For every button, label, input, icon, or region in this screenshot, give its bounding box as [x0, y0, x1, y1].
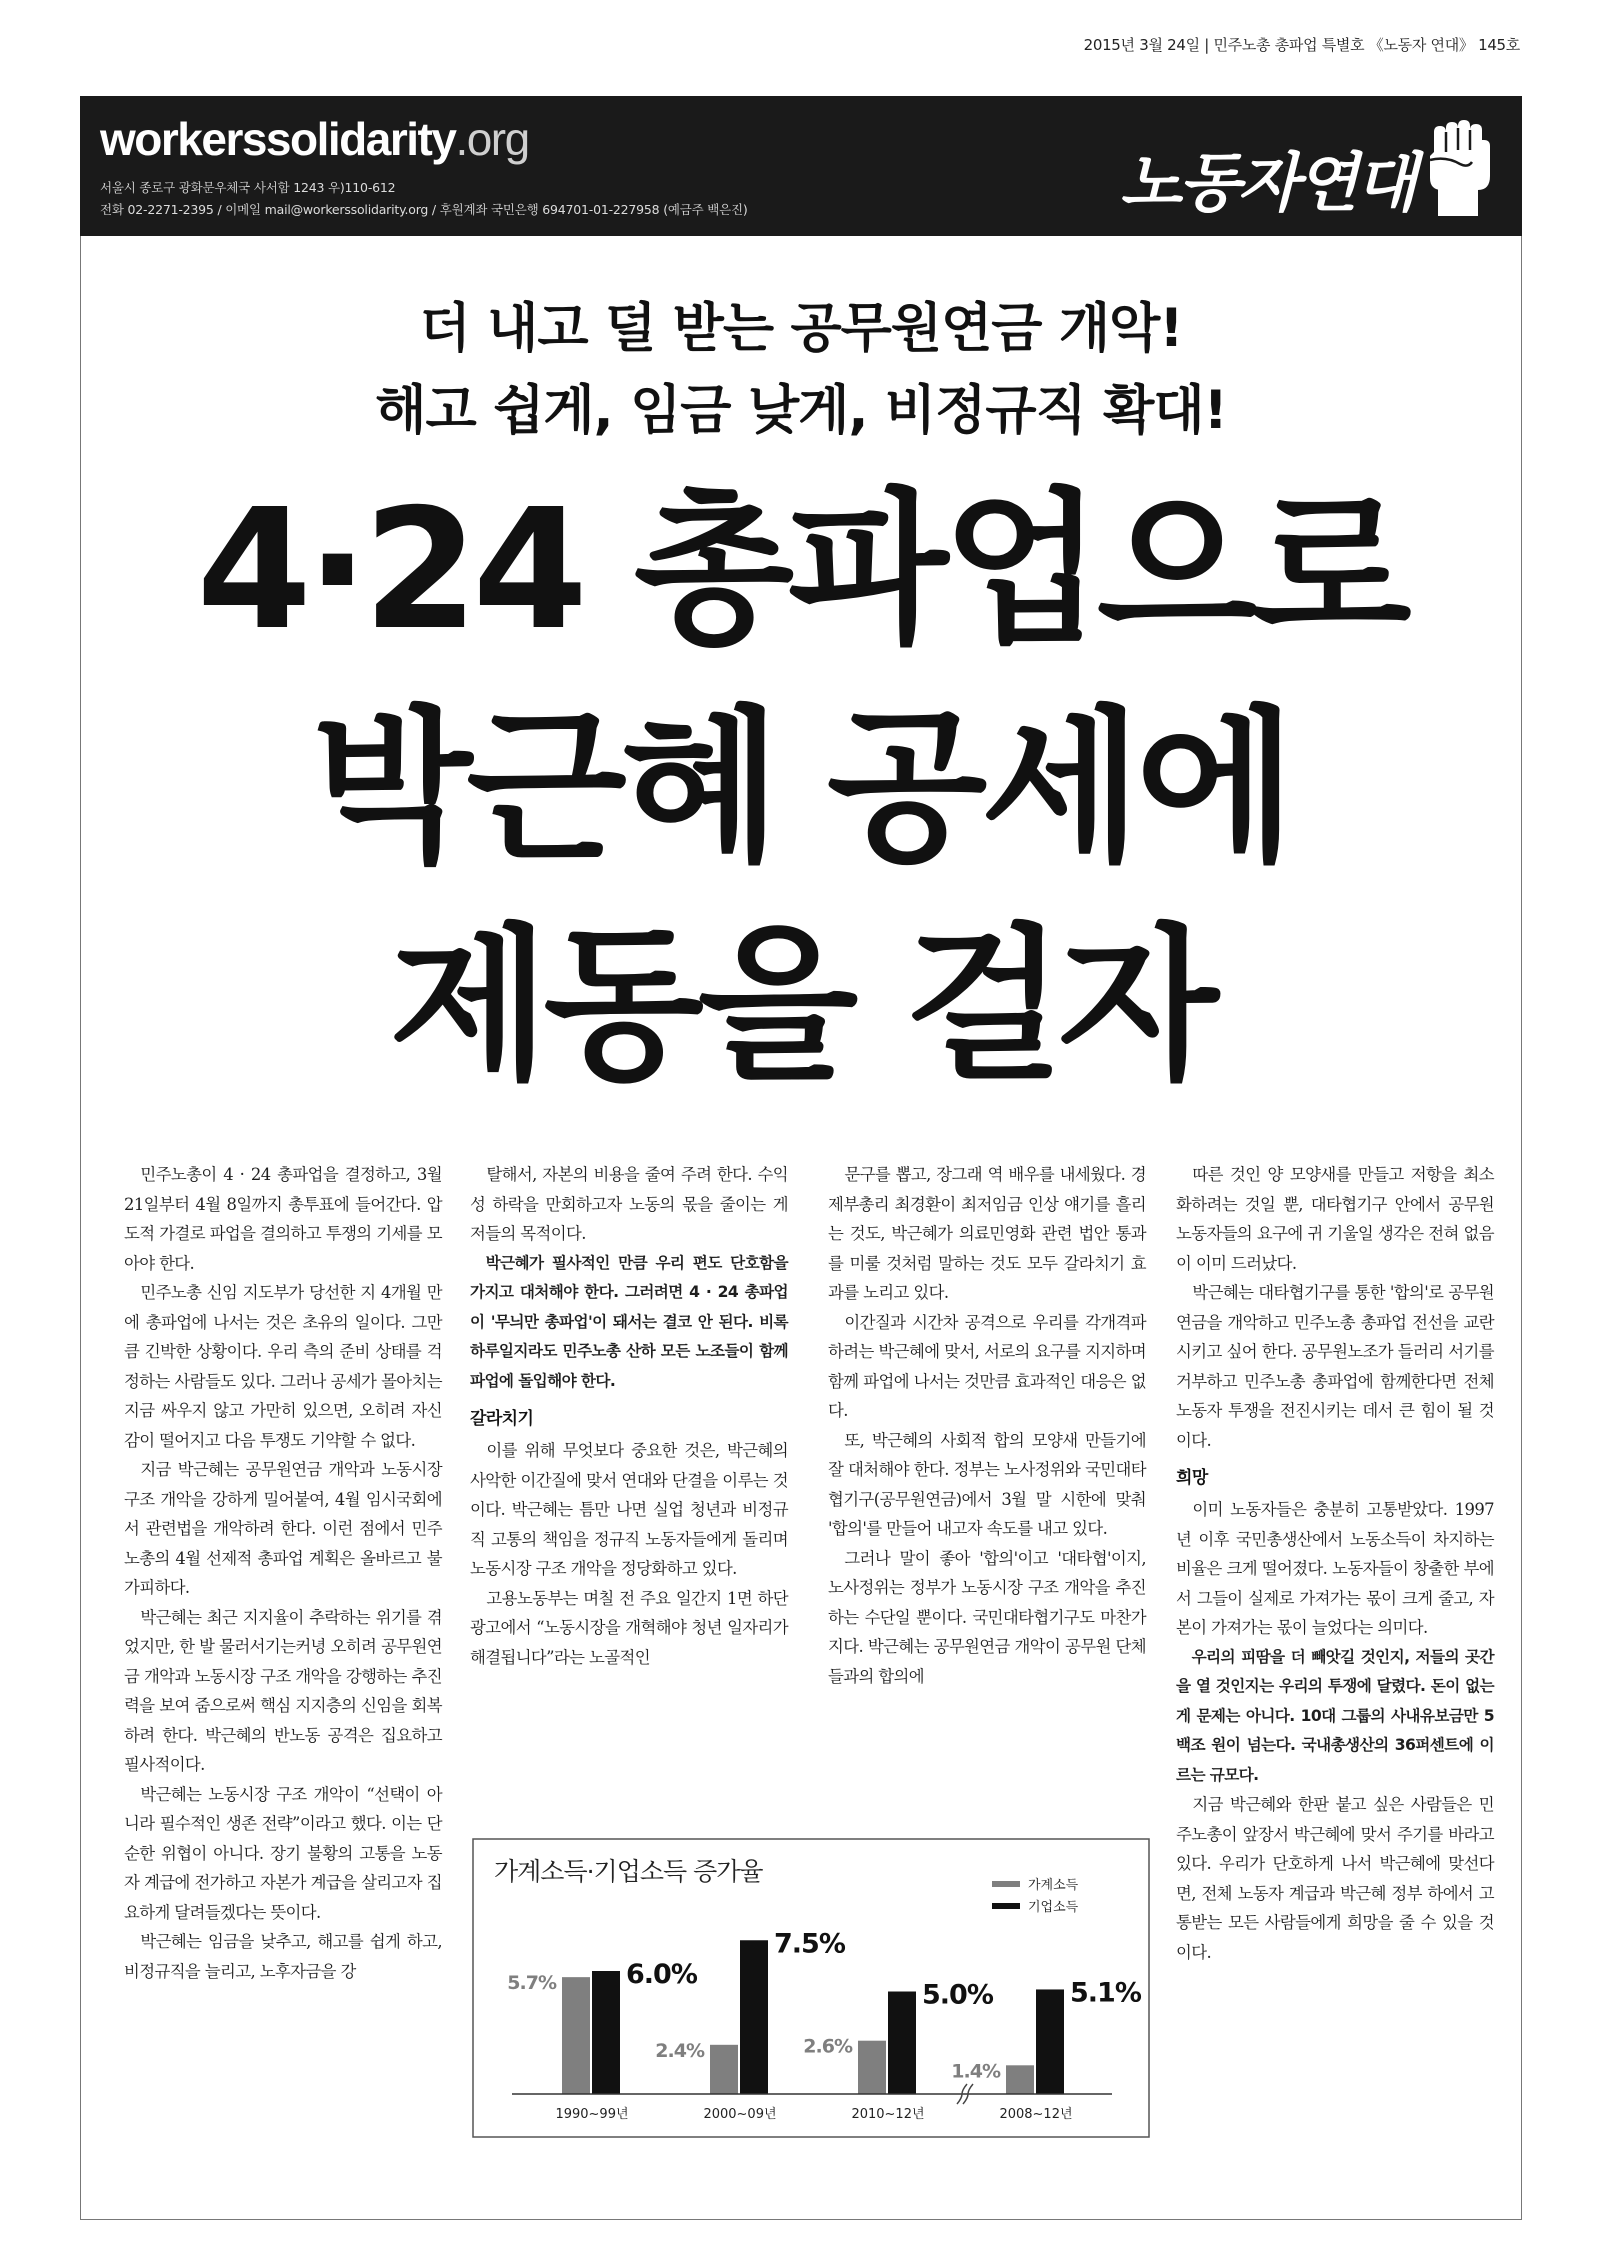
legend-label: 기업소득 [1028, 1900, 1079, 1915]
section-heading: 갈라치기 [470, 1409, 534, 1429]
x-tick-label: 1990~99년 [555, 2107, 629, 2122]
bar-corporate [740, 1940, 768, 2094]
article-paragraph: 또, 박근혜의 사회적 합의 모양새 만들기에 잘 대처해야 한다. 정부는 노사정위와 국민대타협기구(공무원연금)에서 3월 말 시한에 맞춰 '합의'를 만들어 내고자 속도를 내고 있다. [828, 1430, 1146, 1538]
section-heading: 희망 [1176, 1468, 1208, 1488]
article-column-1 [124, 1160, 442, 1986]
article-paragraph: 박근혜는 임금을 낮추고, 해고를 쉽게 하고, 비정규직을 늘리고, 노후자금을 강 [124, 1932, 442, 1981]
article-paragraph: 그러나 말이 좋아 '합의'이고 '대타협'이지, 노사정위는 정부가 노동시장 구조 개악을 추진하는 수단일 뿐이다. 국민대타협기구도 마찬가지다. 박근혜는 공무원연금 개악이 공무원 단체들과의 합의에 [828, 1548, 1146, 1686]
headline-line-3: 제동을 걸자 [389, 910, 1213, 1103]
subheadline-1: 더 내고 덜 받는 공무원연금 개악! [419, 298, 1183, 359]
article-paragraph: 문구를 뽑고, 장그래 역 배우를 내세웠다. 경제부총리 최경환이 최저임금 인상 얘기를 흘리는 것도, 박근혜가 의료민영화 관련 법안 통과를 미룰 것처럼 말하는 것도 모두 갈라치기 효과를 노리고 있다. [828, 1165, 1146, 1302]
bar-corporate [592, 1971, 620, 2094]
income-growth-chart [472, 1838, 1150, 2138]
article-paragraph: 민주노총 신임 지도부가 당선한 지 4개월 만에 총파업에 나서는 것은 초유의 일이다. 그만큼 긴박한 상황이다. 우리 측의 준비 상태를 걱정하는 사람들도 있다. 그러나 공세가 몰아치는 지금 싸우지 않고 가만히 있으면, 오히려 자신감이 떨어지고 다음 투쟁도 기약할 수 없다. [124, 1283, 442, 1450]
site-logo[interactable] [100, 112, 529, 166]
article-paragraph: 고용노동부는 며칠 전 주요 일간지 1면 하단 광고에서 “노동시장을 개혁해야 청년 일자리가 해결됩니다”라는 노골적인 [470, 1588, 788, 1667]
article-paragraph: 이를 위해 무엇보다 중요한 것은, 박근혜의 사악한 이간질에 맞서 연대와 단결을 이루는 것이다. 박근혜는 틈만 나면 실업 청년과 비정규직 고통의 책임을 정규직 노동자들에게 돌리며 노동시장 구조 개악을 정당화하고 있다. [470, 1441, 788, 1578]
issue-info-line: 2015년 3월 24일 | 민주노총 총파업 특별호 《노동자 연대》 145호 [1083, 36, 1520, 54]
article-paragraph: 박근혜는 노동시장 구조 개악이 “선택이 아니라 필수적인 생존 전략”이라고 했다. 이는 단순한 위협이 아니다. 장기 불황의 고통을 노동자 계급에 전가하고 자본가 계급을 살리고자 집요하게 달려들겠다는 뜻이다. [124, 1784, 442, 1922]
headline-line-1: 4·24 총파업으로 [196, 474, 1406, 667]
subheadline-2: 해고 쉽게, 임금 낮게, 비정규직 확대! [375, 380, 1227, 441]
contact-line: 전화 02-2271-2395 / 이메일 mail@workerssolidarity.org / 후원계좌 국민은행 694701-01-227958 (예금주 백은진) [100, 202, 748, 217]
bar-value-label: 7.5% [774, 1928, 845, 1960]
x-tick-label: 2008~12년 [999, 2107, 1073, 2122]
article-paragraph: 지금 박근혜는 공무원연금 개악과 노동시장 구조 개악을 강하게 밀어붙여, 4월 임시국회에서 관련법을 개악하려 한다. 이런 점에서 민주노총의 4월 선제적 총파업 계획은 올바르고 불가피하다. [124, 1460, 442, 1597]
chart-svg [472, 1838, 1150, 2138]
bar-value-label: 5.0% [922, 1979, 993, 2011]
logo-main: workerssolidarity [100, 113, 456, 165]
masthead [80, 96, 1522, 236]
bar-household [710, 2045, 738, 2094]
article-column-2 [470, 1160, 788, 1672]
bar-household [1006, 2065, 1034, 2094]
bar-corporate [888, 1992, 916, 2095]
bar-value-label: 2.4% [655, 2039, 704, 2062]
headline-line-2: 박근혜 공세에 [312, 692, 1290, 885]
bar-value-label: 1.4% [951, 2060, 1000, 2083]
article-paragraph: 박근혜가 필사적인 만큼 우리 편도 단호함을 가지고 대처해야 한다. 그러려면 4 · 24 총파업이 '무늬만 총파업'이 돼서는 결코 안 된다. 비록 하루일지라도 민주노총 산하 모든 노조들이 함께 파업에 돌입해야 한다. [470, 1253, 788, 1390]
article-paragraph: 이미 노동자들은 충분히 고통받았다. 1997년 이후 국민총생산에서 노동소득이 차지하는 비율은 크게 떨어졌다. 노동자들이 창출한 부에서 그들이 실제로 가져가는 몫이 크게 줄고, 자본이 가져가는 몫이 늘었다는 의미다. [1176, 1500, 1494, 1637]
address-line: 서울시 종로구 광화문우체국 사서함 1243 우)110-612 [100, 180, 396, 195]
article-paragraph: 이간질과 시간차 공격으로 우리를 각개격파하려는 박근혜에 맞서, 서로의 요구를 지지하며 함께 파업에 나서는 것만큼 효과적인 대응은 없다. [828, 1312, 1146, 1420]
bar-household [562, 1977, 590, 2094]
article-paragraph: 박근혜는 최근 지지율이 추락하는 위기를 겪었지만, 한 발 물러서기는커녕 오히려 공무원연금 개악과 노동시장 구조 개악을 강행하는 추진력을 보여 줌으로써 핵심 지지층의 신임을 회복하려 한다. 박근혜의 반노동 공격은 집요하고 필사적이다. [124, 1607, 442, 1774]
logo-tld: .org [455, 113, 529, 165]
article-paragraph: 탈해서, 자본의 비용을 줄여 주려 한다. 수익성 하락을 만회하고자 노동의 몫을 줄이는 게 저들의 목적이다. [470, 1165, 788, 1243]
x-tick-label: 2010~12년 [851, 2107, 925, 2122]
brand-name: 노동자연대 [1119, 147, 1414, 221]
article-column-4 [1176, 1160, 1494, 1967]
legend-label: 가계소득 [1028, 1878, 1079, 1893]
article-paragraph: 따른 것인 양 모양새를 만들고 저항을 최소화하려는 것일 뿐, 대타협기구 안에서 공무원 노동자들의 요구에 귀 기울일 생각은 전혀 없음이 이미 드러났다. [1176, 1165, 1494, 1273]
bar-value-label: 5.1% [1070, 1977, 1141, 2009]
article-paragraph: 박근혜는 대타협기구를 통한 '합의'로 공무원연금을 개악하고 민주노총 총파업 전선을 교란시키고 싶어 한다. 공무원노조가 들러리 서기를 거부하고 민주노총 총파업에 함께한다면 전체 노동자 투쟁을 전진시키는 데서 큰 힘이 될 것이다. [1176, 1283, 1494, 1450]
bar-value-label: 5.7% [507, 1972, 556, 1995]
article-column-3 [828, 1160, 1146, 1691]
article-paragraph: 민주노총이 4 · 24 총파업을 결정하고, 3월 21일부터 4월 8일까지 총투표에 들어간다. 압도적 가결로 파업을 결의하고 투쟁의 기세를 모아야 한다. [124, 1165, 442, 1273]
bar-value-label: 6.0% [626, 1959, 697, 1990]
chart-title: 가계소득·기업소득 증가율 [494, 1857, 763, 1886]
x-tick-label: 2000~09년 [703, 2107, 777, 2122]
bar-household [858, 2041, 886, 2094]
article-paragraph: 지금 박근혜와 한판 붙고 싶은 사람들은 민주노총이 앞장서 박근혜에 맞서 주기를 바라고 있다. 우리가 단호하게 나서 박근혜에 맞선다면, 전체 노동자 계급과 박근혜 정부 하에서 고통받는 모든 사람들에게 희망을 줄 수 있을 것이다. [1176, 1795, 1494, 1962]
article-paragraph: 우리의 피땀을 더 빼앗길 것인지, 저들의 곳간을 열 것인지는 우리의 투쟁에 달렸다. 돈이 없는 게 문제는 아니다. 10대 그룹의 사내유보금만 5백조 원이 넘는다. 국내총생산의 36퍼센트에 이르는 규모다. [1176, 1647, 1494, 1784]
raised-fist-icon [1416, 116, 1504, 216]
bar-value-label: 2.6% [803, 2035, 852, 2058]
bar-corporate [1036, 1989, 1064, 2094]
